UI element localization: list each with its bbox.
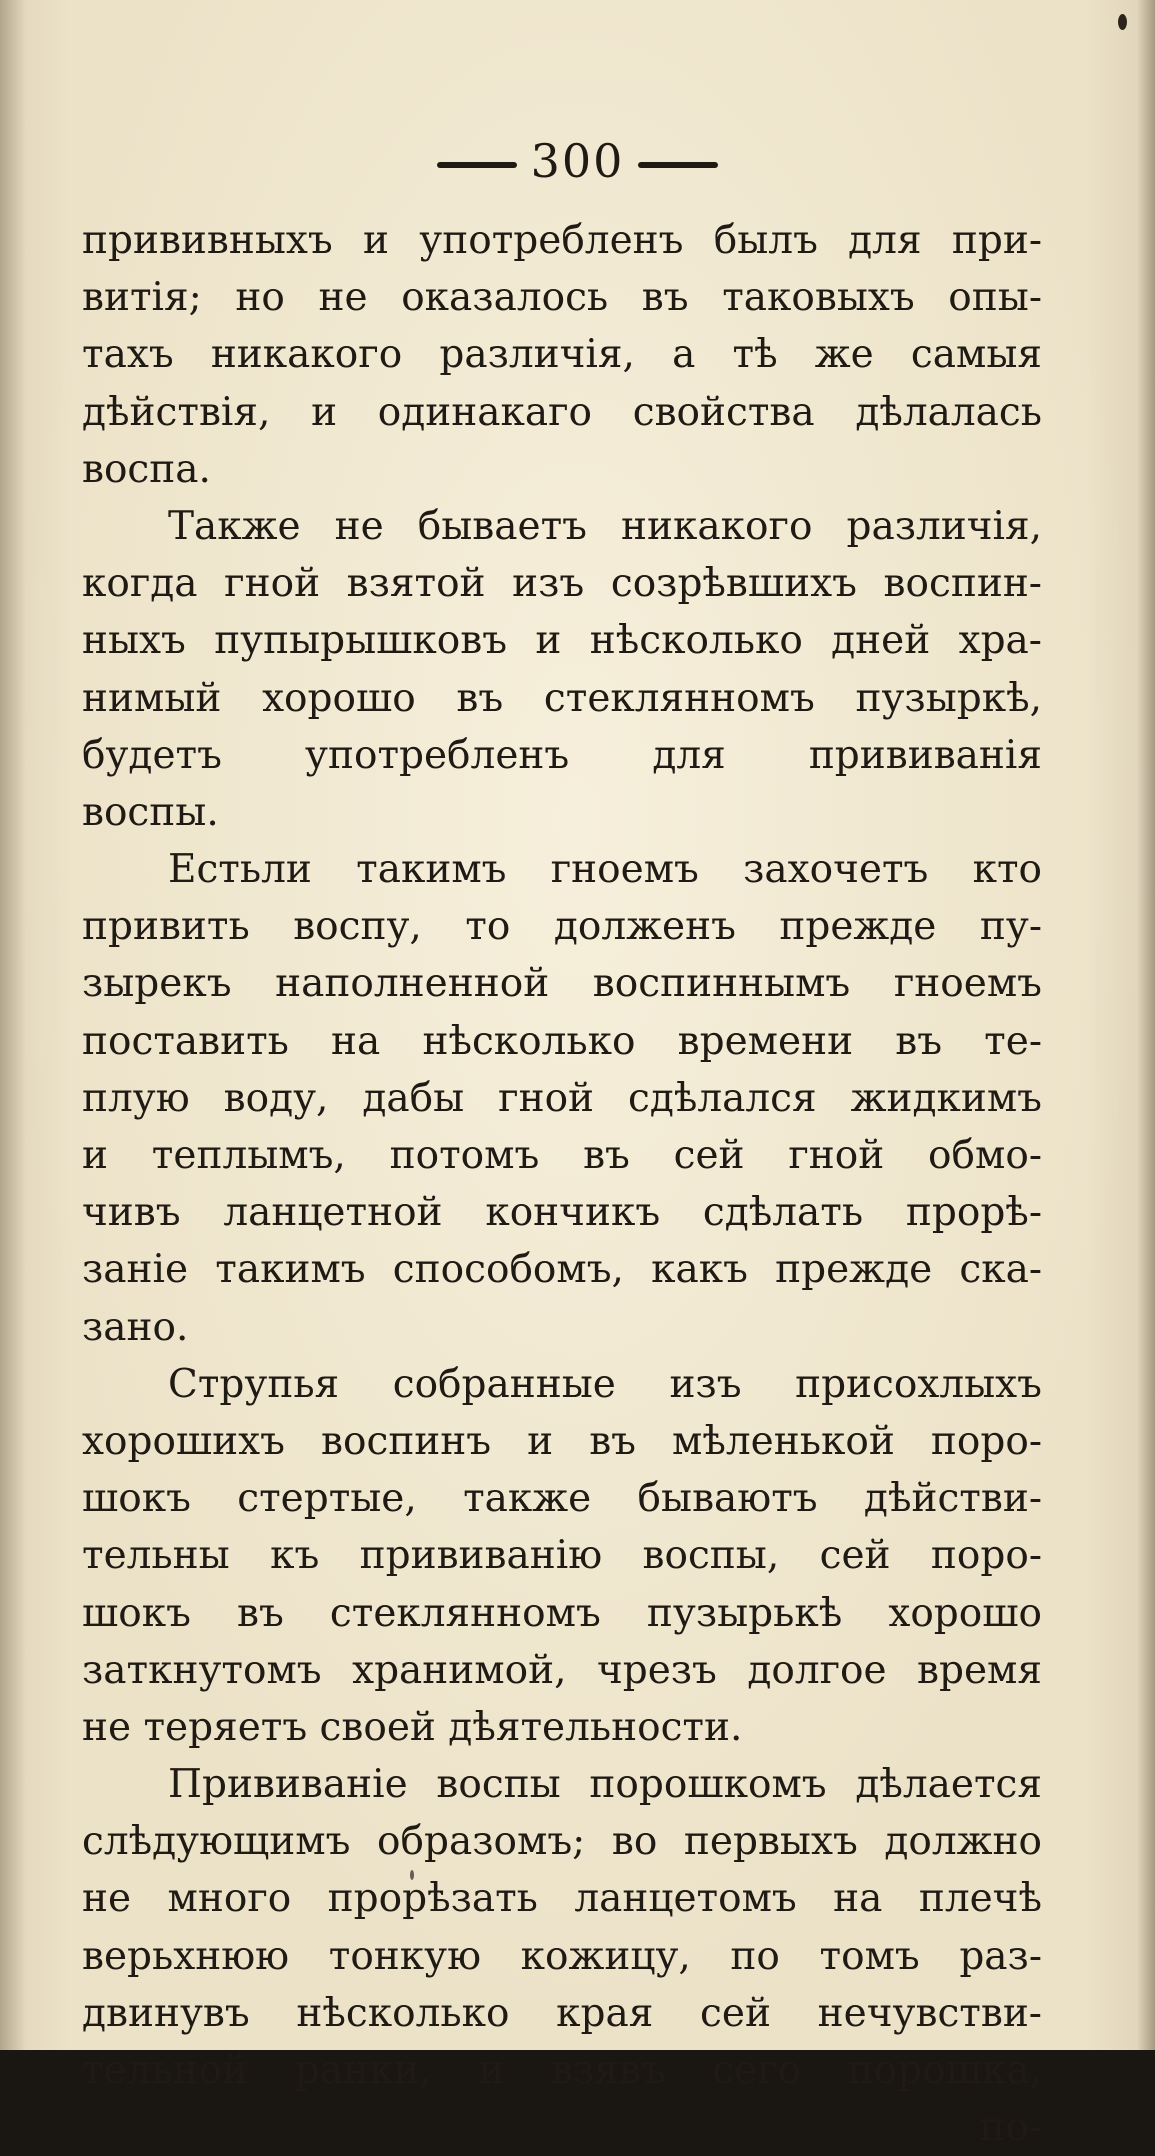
text-line: зырекъ наполненной воспиннымъ гноемъ	[82, 961, 1042, 1007]
text-line: заніе такимъ способомъ, какъ прежде ска-	[82, 1247, 1042, 1293]
header-dash-left	[437, 162, 517, 168]
text-line: плую воду, дабы гной сдѣлался жидкимъ	[82, 1075, 1042, 1121]
header-dash-right	[638, 162, 718, 168]
text-line: шокъ стертые, также бываютъ дѣйстви-	[82, 1476, 1042, 1522]
text-line: Естьли такимъ гноемъ захочетъ кто	[168, 847, 1042, 893]
text-line: тельной ранки, и взявъ сего порошка,	[82, 2048, 1042, 2093]
text-line: по-	[979, 2105, 1042, 2151]
text-line: ныхъ пупырышковъ и нѣсколько дней хра-	[82, 618, 1042, 664]
text-line: будетъ употребленъ для прививанія	[82, 732, 1042, 778]
page-number: 300	[530, 134, 625, 188]
text-line: привить воспу, то долженъ прежде пу-	[82, 904, 1042, 950]
text-line: верьхнюю тонкую кожицу, по томъ раз-	[82, 1933, 1042, 1979]
text-line: Прививаніе воспы порошкомъ дѣлается	[168, 1762, 1042, 1808]
text-line: зано.	[82, 1304, 189, 1350]
text-line: воспа.	[82, 446, 211, 492]
text-line: дѣйствія, и одинакаго свойства дѣлалась	[82, 389, 1042, 435]
body-text	[82, 212, 1042, 2156]
text-line: нимый хорошо въ стеклянномъ пузыркѣ,	[82, 675, 1042, 721]
text-line: шокъ въ стеклянномъ пузырькѣ хорошо	[82, 1590, 1042, 1636]
text-line: двинувъ нѣсколько края сей нечувстви-	[82, 1990, 1042, 2036]
text-line: когда гной взятой изъ созрѣвшихъ воспин-	[82, 561, 1042, 607]
text-line: витія; но не оказалось въ таковыхъ опы-	[82, 275, 1042, 321]
spine-shadow	[0, 0, 26, 2050]
text-line: не теряетъ своей дѣятельности.	[82, 1704, 743, 1750]
text-line: не много прорѣзать ланцетомъ на плечѣ	[82, 1876, 1042, 1922]
text-line: Струпья собранные изъ присохлыхъ	[168, 1361, 1042, 1407]
text-line: хорошихъ воспинъ и въ мѣленькой поро-	[82, 1418, 1042, 1464]
text-line: заткнутомъ хранимой, чрезъ долгое время	[82, 1647, 1042, 1693]
text-line: тахъ никакого различія, а тѣ же самыя	[82, 332, 1042, 378]
ink-speck	[1118, 14, 1127, 30]
text-line: чивъ ланцетной кончикъ сдѣлать прорѣ-	[82, 1190, 1042, 1236]
text-line: прививныхъ и употребленъ былъ для при-	[82, 218, 1042, 263]
text-line: воспы.	[82, 789, 219, 835]
text-line: тельны къ прививанію воспы, сей поро-	[82, 1533, 1042, 1579]
text-line: Также не бываетъ никакого различія,	[168, 503, 1042, 549]
page-edge-shadow	[1137, 0, 1155, 2050]
text-line: слѣдующимъ образомъ; во первыхъ должно	[82, 1819, 1042, 1865]
text-line: поставить на нѣсколько времени въ те-	[82, 1018, 1042, 1064]
text-line: и теплымъ, потомъ въ сей гной обмо-	[82, 1133, 1042, 1178]
page-header	[0, 134, 1155, 188]
